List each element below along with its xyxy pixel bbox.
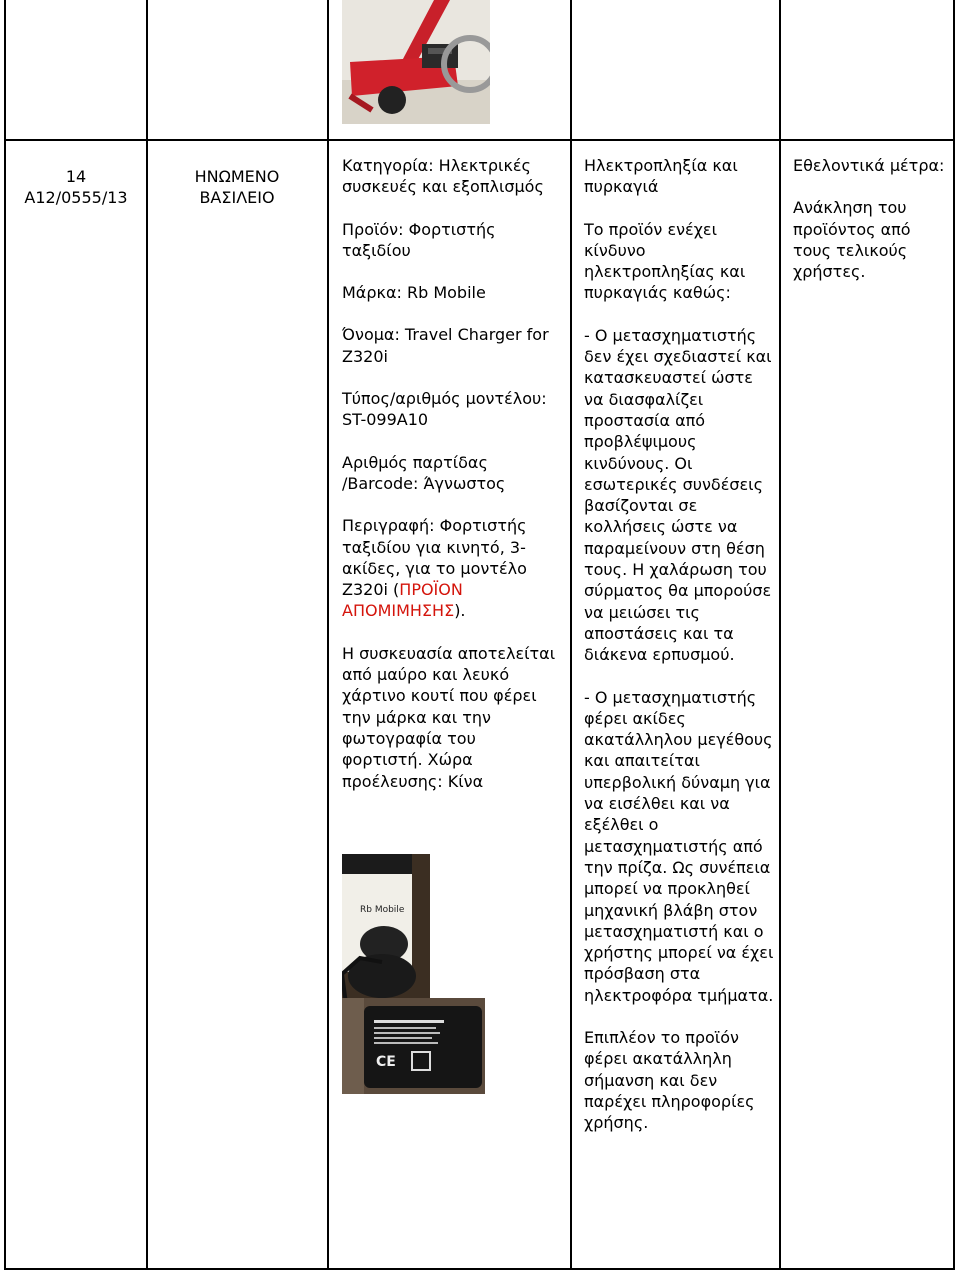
product-category: Κατηγορία: Ηλεκτρικές συσκευές και εξοπλισμός	[342, 156, 544, 197]
col-border-2	[327, 0, 329, 1270]
product-brand: Μάρκα: Rb Mobile	[342, 283, 486, 303]
risk-point-3: Επιπλέον το προϊόν φέρει ακατάλληλη σήμανση και δεν παρέχει πληροφορίες χρήσης.	[584, 1027, 755, 1133]
product-batch: Αριθμός παρτίδας /Barcode: Άγνωστος	[342, 452, 506, 493]
description-prefix: Περιγραφή: Φορτιστής ταξιδίου για κινητό, 3-ακίδες, για το μοντέλο Z320i (	[342, 516, 527, 600]
col-border-4	[779, 0, 781, 1270]
row-code: A12/0555/13	[24, 188, 128, 208]
product-type: Προϊόν: Φορτιστής ταξιδίου	[342, 219, 496, 260]
row-number: 14	[65, 167, 87, 186]
risk-intro: Το προϊόν ενέχει κίνδυνο ηλεκτροπληξίας και πυρκαγιάς καθώς:	[584, 219, 746, 303]
scooter-photo	[342, 0, 490, 124]
measures-heading: Εθελοντικά μέτρα:	[793, 156, 945, 175]
product-packaging: Η συσκευασία αποτελείται από μαύρο και λευκό χάρτινο κουτί που φέρει την μάρκα και την φωτογραφία του φορτιστή. Χώρα προέλευσης: Κίνα	[342, 643, 556, 791]
box-logo-text: Rb Mobile	[360, 905, 405, 915]
risk-point-2: - Ο μετασχηματιστής φέρει ακίδες ακατάλληλου μεγέθους και απαιτείται υπερβολική δύναμη για να εισέλθει και να εξέλθει ο μετασχηματιστής από την πρίζα. Ως συνέπεια μπορεί να προκληθεί μηχανική βλάβη στον μετασχηματιστή και ο χρήστης μπορεί να έχει πρόσβαση στα ηλεκτροφόρα τμήματα.	[584, 687, 774, 1005]
risk-point-1: - Ο μετασχηματιστής δεν έχει σχεδιαστεί και κατασκευαστεί ώστε να διασφαλίζει προστασία από προβλέψιμους κινδύνους. Οι εσωτερικές συνδέσεις βασίζονται σε κολλήσεις ώστε να παραμείνουν στη θέση τους. Η χαλάρωση του σύρματος θα μπορούσε να μειώσει τις αποστάσεις και τα διάκενα ερπυσμού.	[584, 325, 772, 665]
ce-mark: CE	[376, 1054, 396, 1070]
measures-text: Ανάκληση του προϊόντος από τους τελικούς χρήστες.	[793, 198, 911, 282]
row-number-cell	[8, 166, 144, 209]
product-origin: Χώρα προέλευσης: Κίνα	[342, 750, 484, 791]
risk-type: Ηλεκτροπληξία και πυρκαγιά	[584, 156, 738, 197]
col-border-3	[570, 0, 572, 1270]
product-name: Όνομα: Travel Charger for Z320i	[342, 325, 549, 366]
product-model: Τύπος/αριθμός μοντέλου: ST-099A10	[342, 389, 547, 430]
risk-cell	[584, 155, 776, 1154]
country-line1: ΗΝΩΜΕΝΟ	[194, 167, 280, 186]
charger-label-photo	[342, 998, 485, 1094]
description-suffix: ).	[454, 601, 466, 621]
measures-cell	[793, 155, 951, 303]
product-description	[342, 515, 556, 621]
product-cell	[342, 155, 556, 792]
charger-box-photo	[342, 854, 430, 1004]
col-border-0	[4, 0, 6, 1270]
counterfeit-label: ΠΡΟΪΟΝ ΑΠΟΜΙΜΗΣΗΣ	[342, 580, 463, 621]
country-line2: ΒΑΣΙΛΕΙΟ	[199, 188, 275, 208]
country-cell	[148, 166, 326, 209]
col-border-5	[953, 0, 955, 1270]
